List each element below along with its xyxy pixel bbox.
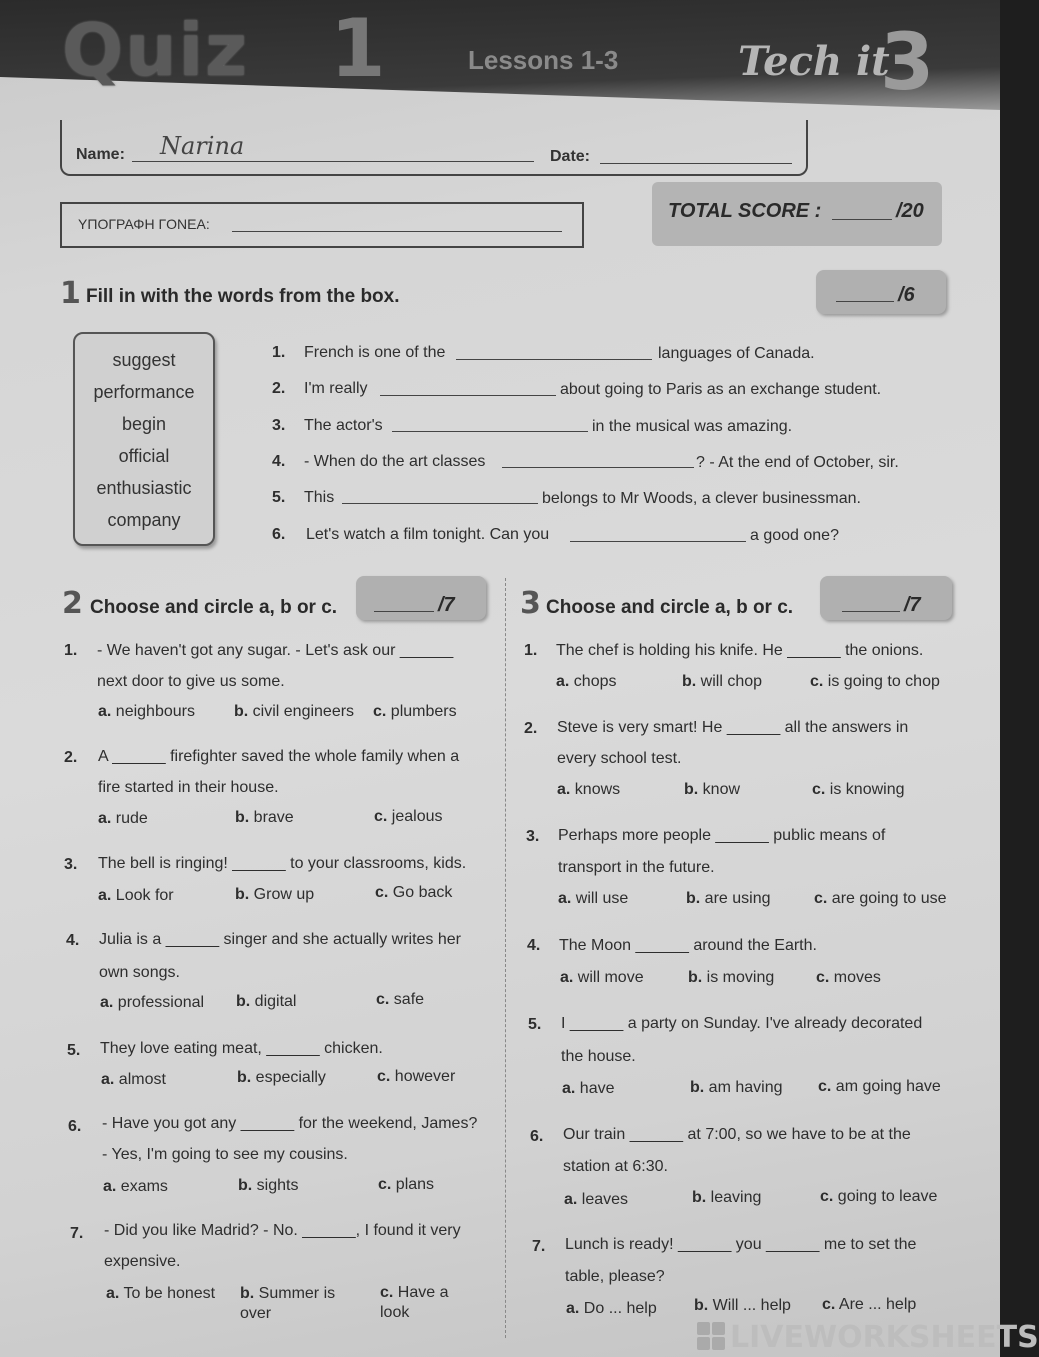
section1-score-field[interactable]: [836, 286, 894, 302]
s2-q2-option-a[interactable]: a. rude: [98, 810, 148, 827]
date-label: Date:: [550, 148, 591, 165]
total-score-field[interactable]: [832, 204, 892, 220]
s3-q3-line1: Perhaps more people ______ public means of: [558, 827, 886, 844]
s2-q7-line2: expensive.: [104, 1253, 181, 1270]
watermark: LIVEWORKSHEETS: [730, 1320, 1039, 1355]
name-value: Narina: [160, 132, 245, 160]
s2-q5-option-a[interactable]: a. almost: [101, 1071, 166, 1088]
s2-q2-line1: A ______ firefighter saved the whole family when a: [98, 748, 460, 765]
word-item: official: [118, 446, 170, 466]
section2-score-max: /7: [438, 594, 455, 616]
s2-q3-number: 3.: [64, 856, 78, 873]
s3-q6-option-b[interactable]: b. leaving: [692, 1189, 762, 1206]
section1-number: 1: [60, 276, 81, 311]
s2-q4-option-c[interactable]: c. safe: [376, 991, 425, 1008]
s1-q3-text-b: in the musical was amazing.: [592, 418, 793, 435]
parent-signature-field[interactable]: [232, 214, 562, 232]
s3-q2-option-b[interactable]: b. know: [684, 781, 741, 798]
s2-q5-number: 5.: [67, 1042, 81, 1059]
s2-q5-line1: They love eating meat, ______ chicken.: [100, 1040, 383, 1057]
section2-number: 2: [62, 586, 83, 621]
s1-q3-blank[interactable]: [392, 416, 588, 432]
s3-q1-number: 1.: [524, 642, 538, 659]
s3-q4-option-a[interactable]: a. will move: [560, 969, 644, 986]
s3-q6-option-c[interactable]: c. going to leave: [820, 1188, 938, 1205]
s3-q2-option-a[interactable]: a. knows: [557, 781, 621, 798]
s1-q2-number: 2.: [272, 380, 286, 397]
parent-signature-label: ΥΠΟΓΡΑΦΗ ΓΟΝΕΑ:: [78, 216, 210, 232]
s1-q5-text-b: belongs to Mr Woods, a clever businessman.: [542, 490, 861, 507]
s2-q3-line1: The bell is ringing! ______ to your classrooms, kids.: [98, 855, 467, 872]
section3-title: Choose and circle a, b or c.: [546, 597, 794, 618]
section3-score-max: /7: [904, 594, 921, 616]
s2-q1-option-c[interactable]: c. plumbers: [373, 703, 457, 720]
s3-q3-number: 3.: [526, 828, 540, 845]
s2-q4-line2: own songs.: [99, 964, 180, 981]
word-item: enthusiastic: [96, 478, 192, 498]
s2-q6-option-c[interactable]: c. plans: [378, 1176, 435, 1193]
s3-q5-line1: I ______ a party on Sunday. I've already decorated: [561, 1015, 923, 1032]
s3-q2-line2: every school test.: [557, 750, 682, 767]
s2-q1-option-a[interactable]: a. neighbours: [98, 703, 195, 720]
s3-q6-line1: Our train ______ at 7:00, so we have to be at the: [563, 1126, 911, 1143]
s3-q1-line1: The chef is holding his knife. He ______ the onions.: [556, 642, 924, 659]
word-item: performance: [93, 382, 195, 402]
s2-q6-option-b[interactable]: b. sights: [238, 1177, 299, 1194]
s2-q4-number: 4.: [66, 932, 80, 949]
section3-score-field[interactable]: [842, 596, 900, 612]
s3-q1-option-b[interactable]: b. will chop: [682, 673, 763, 690]
section1-score-max: /6: [898, 284, 915, 306]
section2-title: Choose and circle a, b or c.: [90, 597, 338, 618]
s3-q7-number: 7.: [532, 1238, 546, 1255]
s2-q6-line1: - Have you got any ______ for the weekend, James?: [102, 1115, 478, 1132]
s3-q7-option-c[interactable]: c. Are ... help: [822, 1296, 917, 1313]
s2-q7-option-b[interactable]: b. Summer is over: [240, 1285, 336, 1322]
s3-q2-line1: Steve is very smart! He ______ all the answers in: [557, 719, 909, 736]
section3-number: 3: [520, 586, 541, 621]
s3-q2-number: 2.: [524, 720, 538, 737]
s1-q6-text-b: a good one?: [750, 527, 839, 544]
s2-q4-line1: Julia is a ______ singer and she actually writes her: [99, 931, 461, 948]
s1-q2-text-b: about going to Paris as an exchange student.: [560, 381, 882, 398]
s3-q6-line2: station at 6:30.: [563, 1158, 668, 1175]
s3-q5-line2: the house.: [561, 1048, 636, 1065]
brand-logo: Tech it: [738, 38, 890, 85]
s1-q3-text-a: The actor's: [304, 417, 383, 434]
s2-q2-option-c[interactable]: c. jealous: [374, 808, 443, 825]
s1-q5-number: 5.: [272, 489, 286, 506]
s2-q6-line2: - Yes, I'm going to see my cousins.: [102, 1146, 348, 1163]
s3-q3-option-c[interactable]: c. are going to use: [814, 890, 947, 907]
s3-q2-option-c[interactable]: c. is knowing: [812, 781, 905, 798]
s1-q5-blank[interactable]: [342, 488, 538, 504]
s1-q1-blank[interactable]: [456, 344, 652, 360]
s2-q5-option-c[interactable]: c. however: [377, 1068, 456, 1085]
s1-q6-number: 6.: [272, 526, 286, 543]
s3-q4-number: 4.: [527, 937, 541, 954]
s2-q1-option-b[interactable]: b. civil engineers: [234, 703, 355, 720]
s3-q4-line1: The Moon ______ around the Earth.: [559, 937, 817, 954]
s1-q1-text-b: languages of Canada.: [658, 345, 815, 362]
date-field[interactable]: [600, 142, 792, 164]
s3-q5-option-b[interactable]: b. am having: [690, 1079, 783, 1096]
s3-q1-option-a[interactable]: a. chops: [556, 673, 617, 690]
s3-q3-line2: transport in the future.: [558, 859, 715, 876]
word-item: company: [107, 510, 181, 530]
s3-q7-option-a[interactable]: a. Do ... help: [566, 1300, 657, 1317]
s3-q4-option-c[interactable]: c. moves: [816, 969, 881, 986]
quiz-number: 1: [330, 2, 386, 95]
s2-q5-option-b[interactable]: b. especially: [237, 1069, 326, 1086]
s3-q7-line2: table, please?: [565, 1268, 665, 1285]
total-score-label: TOTAL SCORE :: [668, 200, 822, 222]
s3-q7-line1: Lunch is ready! ______ you ______ me to set the: [565, 1236, 917, 1253]
quiz-title: Quiz: [62, 8, 250, 92]
s3-q5-number: 5.: [528, 1016, 542, 1033]
s1-q1-number: 1.: [272, 344, 286, 361]
s2-q2-number: 2.: [64, 749, 78, 766]
s1-q5-text-a: This: [304, 489, 335, 506]
s1-q6-text-a: Let's watch a film tonight. Can you: [306, 526, 550, 543]
s3-q3-option-b[interactable]: b. are using: [686, 890, 771, 907]
s3-q4-option-b[interactable]: b. is moving: [688, 969, 775, 986]
s1-q4-text-b: ? - At the end of October, sir.: [696, 454, 899, 471]
s2-q7-option-a[interactable]: a. To be honest: [106, 1285, 216, 1302]
s2-q3-option-b[interactable]: b. Grow up: [235, 886, 315, 903]
brand-level: 3: [880, 18, 935, 108]
s3-q6-option-a[interactable]: a. leaves: [564, 1191, 629, 1208]
s2-q4-option-b[interactable]: b. digital: [236, 993, 297, 1010]
s2-q1-line2: next door to give us some.: [97, 673, 285, 690]
s3-q7-option-b[interactable]: b. Will ... help: [694, 1297, 791, 1314]
s3-q5-option-a[interactable]: a. have: [562, 1080, 615, 1097]
s2-q3-option-c[interactable]: c. Go back: [375, 884, 453, 901]
s2-q7-number: 7.: [70, 1225, 84, 1242]
name-label: Name:: [76, 146, 125, 163]
section1-title: Fill in with the words from the box.: [86, 286, 400, 307]
s2-q1-number: 1.: [64, 642, 78, 659]
s2-q6-option-a[interactable]: a. exams: [103, 1178, 168, 1195]
s3-q3-option-a[interactable]: a. will use: [558, 890, 629, 907]
s3-q5-option-c[interactable]: c. am going have: [818, 1078, 941, 1095]
s1-q4-blank[interactable]: [502, 452, 694, 468]
s3-q1-option-c[interactable]: c. is going to chop: [810, 673, 940, 690]
s1-q4-number: 4.: [272, 453, 286, 470]
total-score-max: /20: [896, 200, 924, 222]
s2-q7-line1: - Did you like Madrid? - No. ______, I found it very: [104, 1222, 461, 1239]
s2-q4-option-a[interactable]: a. professional: [100, 994, 205, 1011]
word-item: begin: [121, 414, 167, 434]
lessons-label: Lessons 1-3: [468, 45, 619, 75]
s1-q3-number: 3.: [272, 417, 286, 434]
liveworksheets-logo-icon: [697, 1322, 725, 1350]
s3-q6-number: 6.: [530, 1128, 544, 1145]
s2-q2-option-b[interactable]: b. brave: [235, 809, 294, 826]
s2-q7-option-c[interactable]: c. Have a look: [380, 1284, 449, 1321]
section2-score-field[interactable]: [374, 596, 434, 612]
s1-q4-text-a: - When do the art classes: [304, 453, 486, 470]
s1-q2-text-a: I'm really: [304, 380, 368, 397]
word-item: suggest: [112, 350, 176, 370]
s2-q3-option-a[interactable]: a. Look for: [98, 887, 174, 904]
s1-q1-text-a: French is one of the: [304, 344, 446, 361]
s2-q2-line2: fire started in their house.: [98, 779, 279, 796]
column-divider: [505, 578, 506, 1338]
s2-q6-number: 6.: [68, 1118, 82, 1135]
s2-q1-line1: - We haven't got any sugar. - Let's ask our ______: [97, 642, 454, 659]
s1-q2-blank[interactable]: [380, 380, 556, 396]
s1-q6-blank[interactable]: [570, 526, 746, 542]
